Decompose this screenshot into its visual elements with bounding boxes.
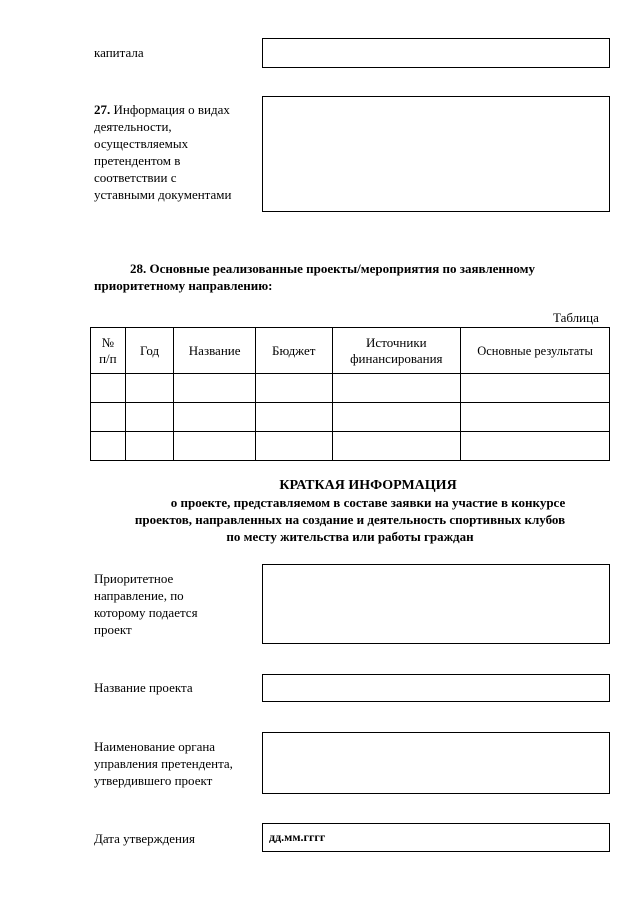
approval-date-label: Дата утверждения [94, 831, 195, 846]
table-cell[interactable] [91, 432, 126, 461]
item28-text-line-2: приоритетному направлению: [94, 278, 273, 293]
capital-field[interactable] [262, 38, 610, 68]
col-header-name: Название [174, 328, 256, 374]
brief-info-block [90, 477, 610, 545]
table-row [91, 403, 610, 432]
table-cell[interactable] [332, 403, 461, 432]
table-cell[interactable] [461, 403, 610, 432]
priority-label: Приоритетное направление, по которому подается проект [94, 571, 198, 637]
item27-line-6: уставными документами [94, 187, 232, 202]
table-cell[interactable] [461, 374, 610, 403]
approval-date-value: дд.мм.гггг [269, 830, 326, 844]
project-name-field[interactable] [262, 674, 610, 702]
item27-line-1: Информация о видах [113, 102, 230, 117]
table-row [91, 374, 610, 403]
brief-info-subtitle-line-1: о проекте, представляемом в составе заявки на участие в конкурсе [170, 495, 566, 510]
brief-info-subtitle-line-3: по месту жительства или работы граждан [226, 529, 474, 544]
approval-date-field[interactable] [262, 823, 610, 852]
project-name-label: Название проекта [94, 680, 193, 695]
table-cell[interactable] [255, 432, 332, 461]
col-header-year: Год [125, 328, 174, 374]
brief-info-title: КРАТКАЯ ИНФОРМАЦИЯ [279, 478, 457, 493]
table-caption: Таблица [553, 310, 599, 325]
item27-line-5: соответствии с [94, 170, 177, 185]
table-header-row [91, 328, 610, 374]
table-cell[interactable] [91, 374, 126, 403]
col-header-budget: Бюджет [255, 328, 332, 374]
table-cell[interactable] [332, 432, 461, 461]
table-cell[interactable] [91, 403, 126, 432]
table-cell[interactable] [255, 403, 332, 432]
table-cell[interactable] [174, 374, 256, 403]
table-cell[interactable] [332, 374, 461, 403]
item27-line-3: осуществляемых [94, 136, 189, 151]
item27-label [94, 101, 264, 203]
item28-number: 28 [130, 261, 143, 276]
table-row [91, 432, 610, 461]
authority-field[interactable] [262, 732, 610, 794]
item27-line-4: претендентом в [94, 153, 181, 168]
brief-info-subtitle-line-2: проектов, направленных на создание и деятельность спортивных клубов [134, 512, 566, 527]
item28-heading [94, 260, 609, 294]
table-cell[interactable] [125, 403, 174, 432]
item27-number: 27. [94, 102, 111, 117]
table-cell[interactable] [125, 432, 174, 461]
table-cell[interactable] [125, 374, 174, 403]
col-header-number: № п/п [91, 328, 126, 374]
table-cell[interactable] [461, 432, 610, 461]
table-cell[interactable] [174, 432, 256, 461]
item28-text-line-1: . Основные реализованные проекты/мероприятия по заявленному [143, 261, 536, 276]
table-cell[interactable] [255, 374, 332, 403]
priority-field[interactable] [262, 564, 610, 644]
col-header-results: Основные результаты [461, 328, 610, 374]
capital-label: капитала [94, 45, 144, 60]
projects-table [90, 327, 610, 461]
authority-label: Наименование органа управления претендента, утвердившего проект [94, 739, 233, 788]
activities-field[interactable] [262, 96, 610, 212]
col-header-funding-sources: Источники финансирования [332, 328, 461, 374]
table-cell[interactable] [174, 403, 256, 432]
item27-line-2: деятельности, [94, 119, 172, 134]
